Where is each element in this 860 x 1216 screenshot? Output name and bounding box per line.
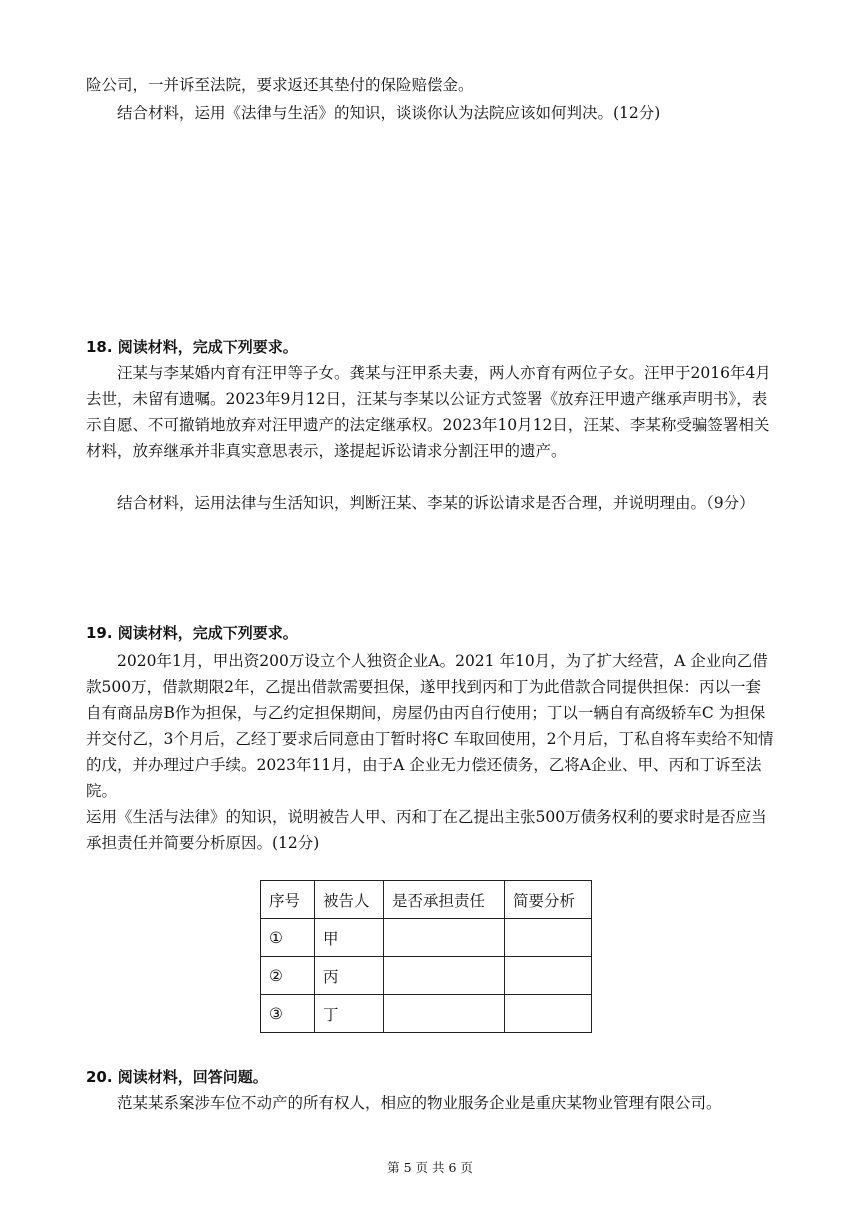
answer-table [260, 880, 592, 1033]
row-liability-blank [384, 995, 505, 1033]
q20-material: 范某某系案涉车位不动产的所有权人，相应的物业服务企业是重庆某物业管理有限公司。 [117, 1094, 722, 1112]
header-cell-no: 序号 [261, 881, 315, 919]
table-row [261, 995, 592, 1033]
q17-prompt: 结合材料，运用《法律与生活》的知识，谈谈你认为法院应该如何判决。(12分) [117, 104, 661, 122]
row-liability-blank [384, 957, 505, 995]
row-liability-blank [384, 919, 505, 957]
table-row [261, 919, 592, 957]
q19-material: 2020年1月，甲出资200万设立个人独资企业A。2021 年10月，为了扩大经营，A 企业向乙借款500万，借款期限2年，乙提出借款需要担保，遂甲找到丙和丁为此借款合同提供担保：丙以一套自有商品房B作为担保，与乙约定担保期间，房屋仍由丙自行使用；丁以一辆自有高级轿车C 为担保并交付乙，3个月后，乙经丁要求后同意由丁暂时将C 车取回使用，2个月后，丁私自将车卖给不知情的戊，并办理过户手续。2023年11月，由于A 企业无力偿还债务，乙将A企业、甲、丙和丁诉至法院。 [86, 652, 774, 800]
row-defendant: 丙 [315, 957, 384, 995]
page-footer: 第 5 页 共 6 页 [387, 1160, 473, 1175]
header-cell-liability: 是否承担责任 [384, 881, 505, 919]
table-row [261, 957, 592, 995]
header-cell-analysis: 简要分析 [505, 881, 592, 919]
row-no: ② [261, 957, 315, 995]
q19-heading: 19. 阅读材料，完成下列要求。 [86, 624, 298, 642]
q17-material-continuation: 险公司，一并诉至法院，要求返还其垫付的保险赔偿金。 [86, 76, 474, 94]
q20-heading: 20. 阅读材料，回答问题。 [86, 1068, 268, 1086]
row-defendant: 丁 [315, 995, 384, 1033]
q18-material: 汪某与李某婚内育有汪甲等子女。龚某与汪甲系夫妻，两人亦育有两位子女。汪甲于2016年4月去世，未留有遗嘱。2023年9月12日，汪某与李某以公证方式签署《放弃汪甲遗产继承声明书》，表示自愿、不可撤销地放弃对汪甲遗产的法定继承权。2023年10月12日，汪某、李某称受骗签署相关材料，放弃继承并非真实意思表示，遂提起诉讼请求分割汪甲的遗产。 [86, 364, 771, 460]
row-analysis-blank [505, 919, 592, 957]
q18-prompt: 结合材料，运用法律与生活知识，判断汪某、李某的诉讼请求是否合理，并说明理由。（9分） [117, 494, 755, 512]
q19-prompt: 运用《生活与法律》的知识，说明被告人甲、丙和丁在乙提出主张500万债务权利的要求时是否应当承担责任并简要分析原因。(12分) [86, 808, 767, 852]
row-analysis-blank [505, 995, 592, 1033]
header-cell-defendant: 被告人 [315, 881, 384, 919]
row-no: ① [261, 919, 315, 957]
row-defendant: 甲 [315, 919, 384, 957]
q18-heading: 18. 阅读材料，完成下列要求。 [86, 338, 298, 356]
row-no: ③ [261, 995, 315, 1033]
row-analysis-blank [505, 957, 592, 995]
table-header-row [261, 881, 592, 919]
